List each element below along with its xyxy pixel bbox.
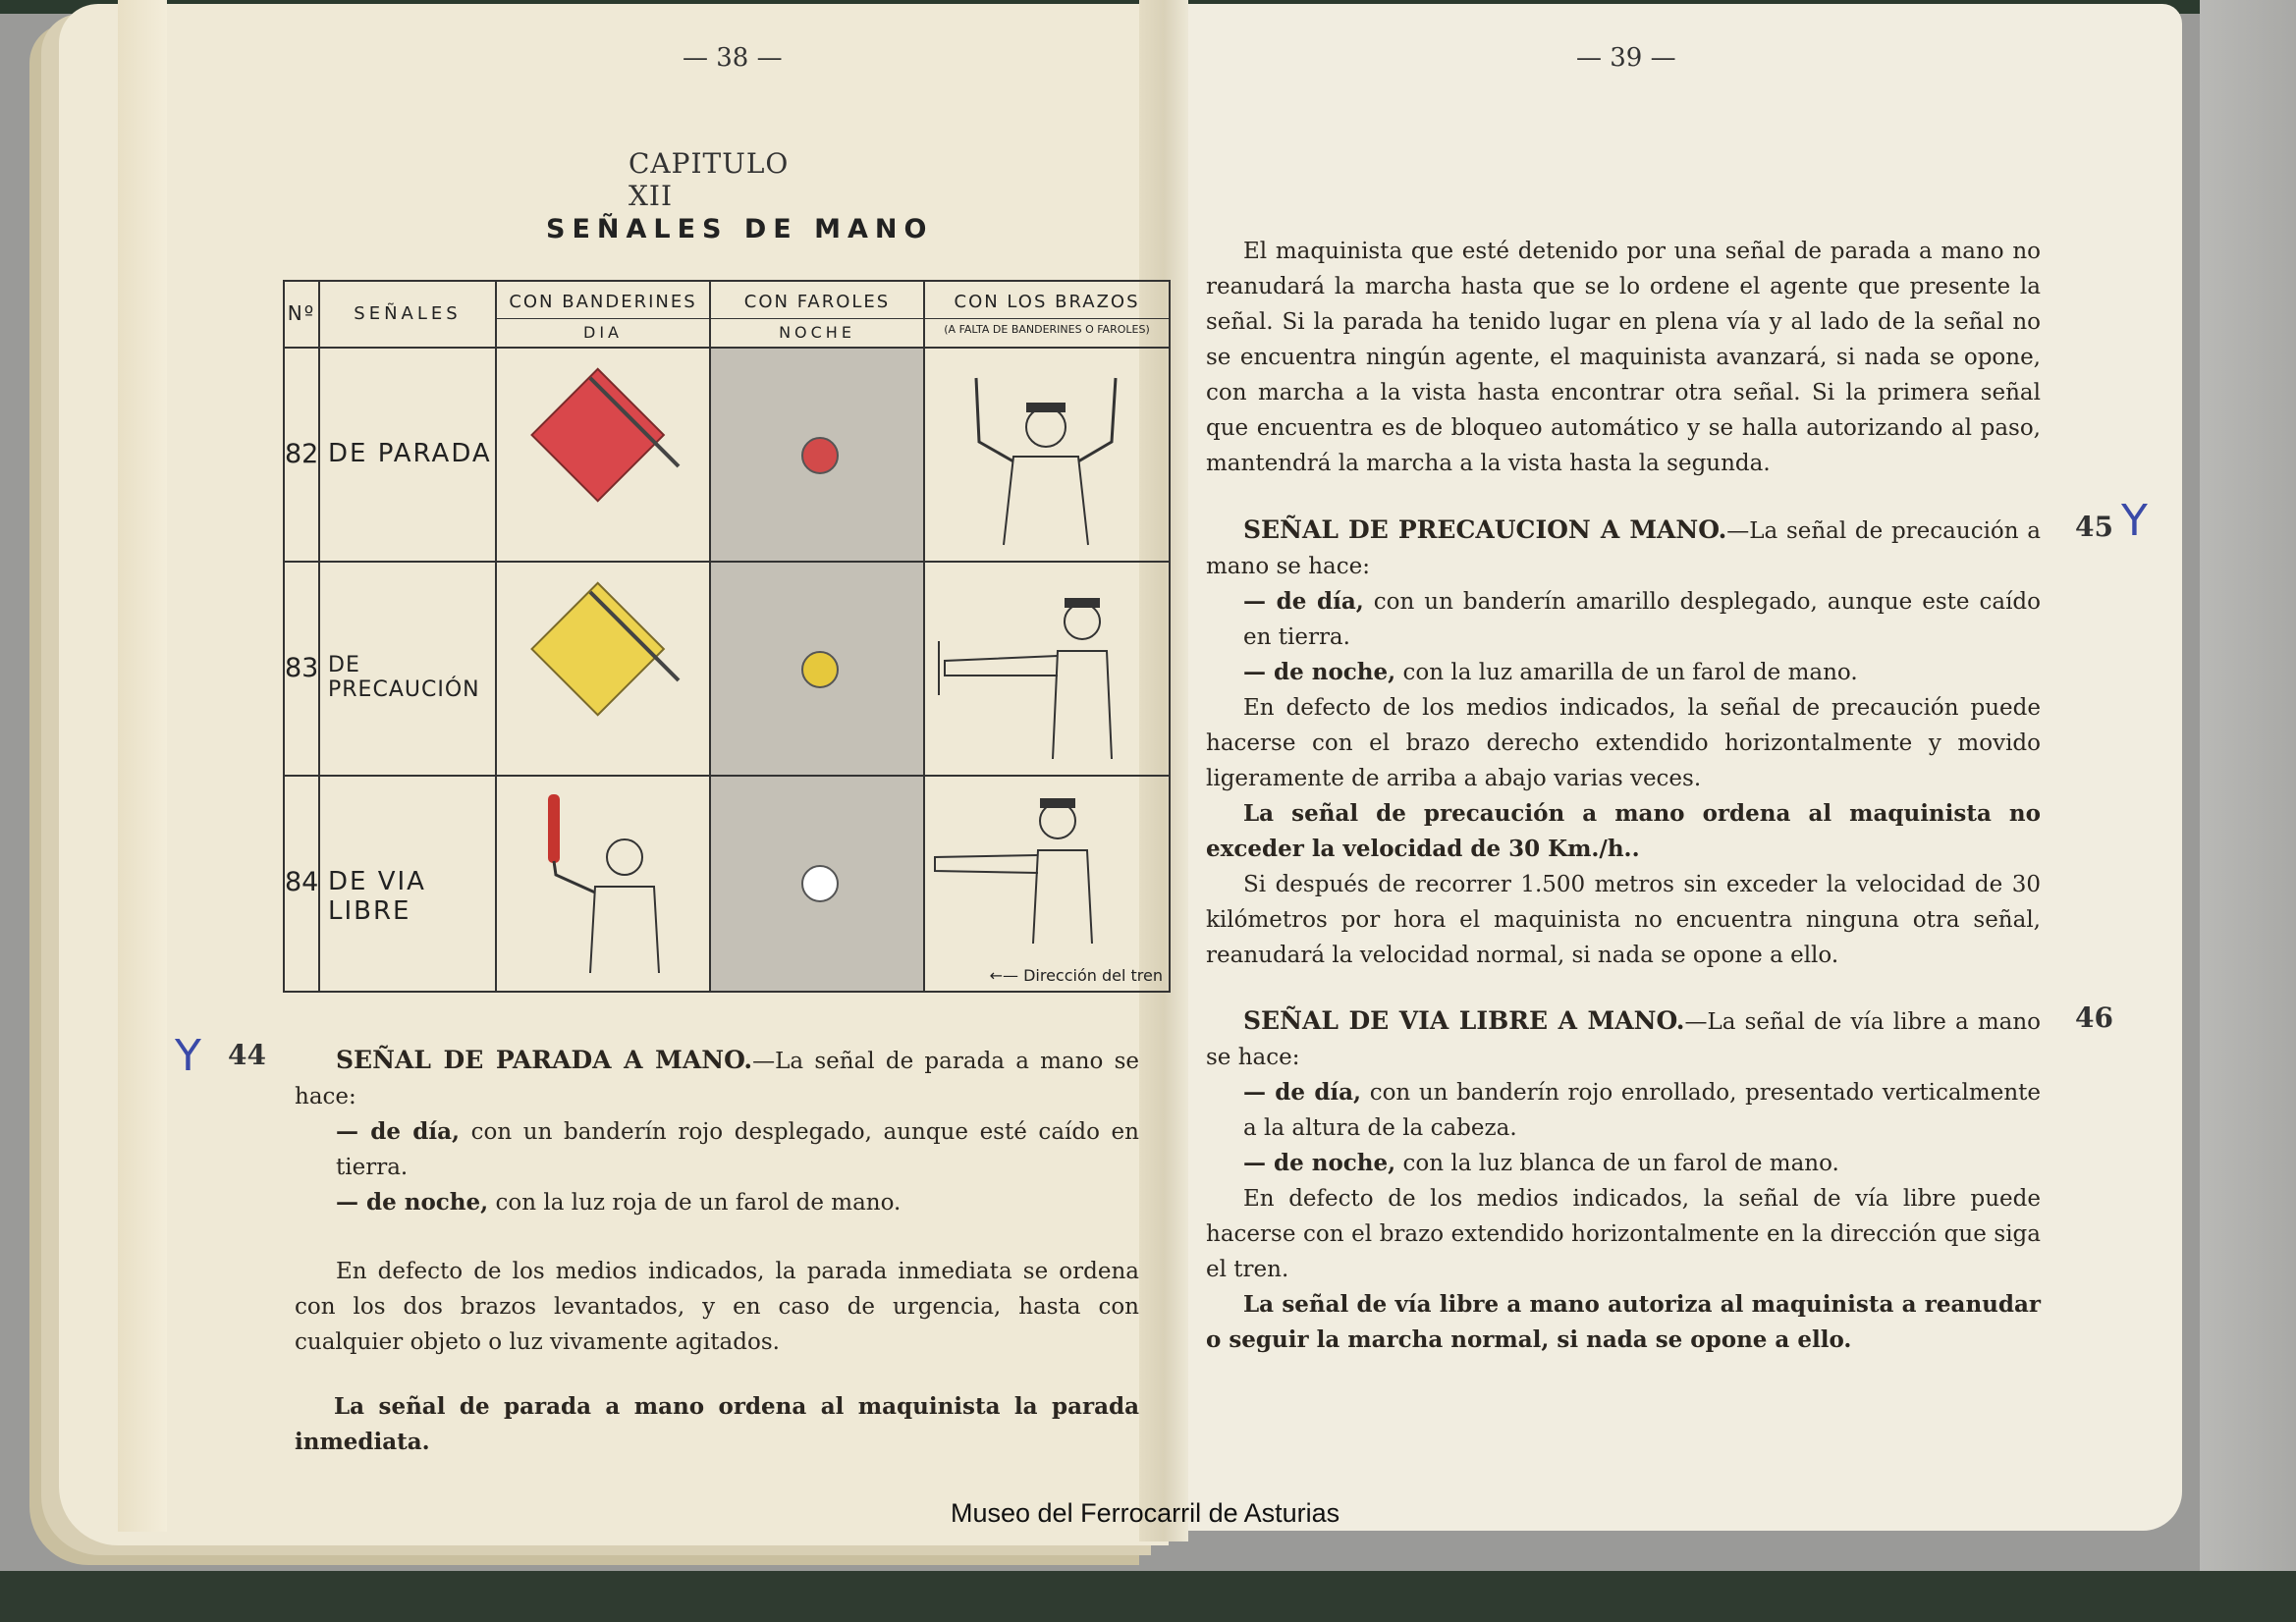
left-page-edge bbox=[118, 0, 167, 1532]
chapter-title: CAPITULO XII bbox=[629, 147, 790, 212]
table-row bbox=[285, 349, 1169, 563]
table-title: SEÑALES DE MANO bbox=[546, 214, 934, 244]
section-45-heading: SEÑAL DE PRECAUCION A MANO.—La señal de precaución a mano se hace: bbox=[1206, 515, 2041, 579]
section-46-bold-paragraph: La señal de vía libre a mano autoriza al maquinista a reanudar o seguir la marcha normal, si nada se opone a ello. bbox=[1206, 1291, 2041, 1353]
flag-day-cell bbox=[497, 777, 711, 991]
train-direction-caption: ←— Dirección del tren bbox=[989, 966, 1163, 985]
left-page-number: — 38 — bbox=[683, 43, 783, 73]
table-row bbox=[285, 777, 1169, 991]
header-senales: SEÑALES bbox=[320, 282, 497, 349]
row-number: 83 bbox=[285, 563, 320, 775]
section-46-paragraph: En defecto de los medios indicados, la señal de vía libre puede hacerse con el brazo extendido horizontalmente en la dirección que siga el tren. bbox=[1206, 1186, 2041, 1282]
section-45-item-night: — de noche, con la luz amarilla de un farol de mano. bbox=[1243, 659, 1858, 685]
section-46-item-day: — de día, con un banderín rojo enrollado, presentado verticalmente a la altura de la cabeza. bbox=[1243, 1079, 2041, 1141]
section-46-heading: SEÑAL DE VIA LIBRE A MANO.—La señal de vía libre a mano se hace: bbox=[1206, 1006, 2042, 1070]
intro-paragraph: El maquinista que esté detenido por una señal de parada a mano no reanudará la marcha hasta que se lo ordene el agente que presente la señal. Si la parada ha tenido lugar en plena vía y al lado de la señal no se encuentra ningún agente, el maquinista avanzará, si nada se opone, con marcha a la vista hasta encontrar otra señal. Si la primera señal que encuentra es de bloqueo automático y se halla autorizando al paso, mantendrá la marcha a la vista hasta la segunda. bbox=[1206, 239, 2041, 476]
red-lamp-icon bbox=[801, 437, 839, 474]
red-flag-icon bbox=[497, 349, 707, 559]
section-45-item-day: — de día, con un banderín amarillo desplegado, aunque este caído en tierra. bbox=[1243, 588, 2041, 650]
section-44-conclusion: La señal de parada a mano ordena al maquinista la parada inmediata. bbox=[295, 1393, 1139, 1455]
arms-cell bbox=[925, 777, 1169, 991]
section-44-paragraph: En defecto de los medios indicados, la parada inmediata se ordena con los dos brazos levantados, y en caso de urgencia, hasta con cualquier objeto o luz vivamente agitados. bbox=[295, 1259, 1139, 1355]
section-46-item-night: — de noche, con la luz blanca de un farol de mano. bbox=[1243, 1150, 1839, 1176]
row-signal-name: DE PARADA bbox=[320, 349, 497, 561]
section-44-heading: SEÑAL DE PARADA A MANO.—La señal de parada a mano se hace: bbox=[295, 1046, 1139, 1109]
section-44-item-day: — de día, con un banderín rojo desplegado, aunque esté caído en tierra. bbox=[336, 1118, 1139, 1180]
row-signal-name: DE VIA LIBRE bbox=[320, 777, 497, 991]
man-both-arms-raised-icon bbox=[925, 349, 1167, 559]
section-44-item-night: — de noche, con la luz roja de un farol de mano. bbox=[336, 1189, 902, 1216]
margin-number-45: 45 bbox=[2075, 511, 2113, 543]
man-arm-direction-icon bbox=[925, 777, 1167, 953]
lamp-night-cell bbox=[711, 349, 925, 561]
arms-cell bbox=[925, 563, 1169, 775]
signals-table bbox=[283, 280, 1171, 993]
header-banderines: CON BANDERINES DIA bbox=[497, 282, 711, 349]
section-45-bold-paragraph: La señal de precaución a mano ordena al maquinista no exceder la velocidad de 30 Km./h.. bbox=[1206, 800, 2041, 862]
scan-background-bottom bbox=[0, 1571, 2296, 1622]
pencil-mark-45: Y bbox=[2121, 496, 2148, 546]
lamp-night-cell bbox=[711, 777, 925, 991]
lamp-night-cell bbox=[711, 563, 925, 775]
margin-number-46: 46 bbox=[2075, 1001, 2113, 1034]
row-signal-name: DE PRECAUCIÓN bbox=[320, 563, 497, 775]
arms-cell bbox=[925, 349, 1169, 561]
row-number: 82 bbox=[285, 349, 320, 561]
right-page-intro bbox=[1206, 234, 2041, 481]
yellow-flag-icon bbox=[497, 563, 707, 773]
man-arm-extended-icon bbox=[925, 563, 1167, 773]
margin-number-44: 44 bbox=[228, 1039, 266, 1071]
yellow-lamp-icon bbox=[801, 651, 839, 688]
section-45-paragraph: En defecto de los medios indicados, la señal de precaución puede hacerse con el brazo derecho extendido horizontalmente y movido ligeramente de arriba a abajo varias veces. bbox=[1206, 695, 2041, 791]
section-44-text bbox=[295, 1043, 1139, 1460]
pencil-mark-44: Y bbox=[175, 1031, 201, 1081]
section-45-text bbox=[1206, 513, 2041, 973]
row-number: 84 bbox=[285, 777, 320, 991]
white-lamp-icon bbox=[801, 865, 839, 902]
header-faroles: CON FAROLES NOCHE bbox=[711, 282, 925, 349]
museum-watermark: Museo del Ferrocarril de Asturias bbox=[951, 1498, 1340, 1528]
section-45-paragraph-2: Si después de recorrer 1.500 metros sin exceder la velocidad de 30 kilómetros por hora el maquinista no encuentra ninguna otra señal, reanudará la velocidad normal, si nada se opone a ello. bbox=[1206, 872, 2041, 968]
header-num: Nº bbox=[285, 282, 320, 349]
section-46-text bbox=[1206, 1003, 2041, 1358]
flag-day-cell bbox=[497, 349, 711, 561]
table-row bbox=[285, 563, 1169, 777]
scan-background-right bbox=[2200, 0, 2296, 1622]
right-page-number: — 39 — bbox=[1576, 43, 1676, 73]
header-brazos: CON LOS BRAZOS (A FALTA DE BANDERINES O FAROLES) bbox=[925, 282, 1169, 349]
flag-day-cell bbox=[497, 563, 711, 775]
rolled-red-flag-icon bbox=[497, 777, 707, 987]
